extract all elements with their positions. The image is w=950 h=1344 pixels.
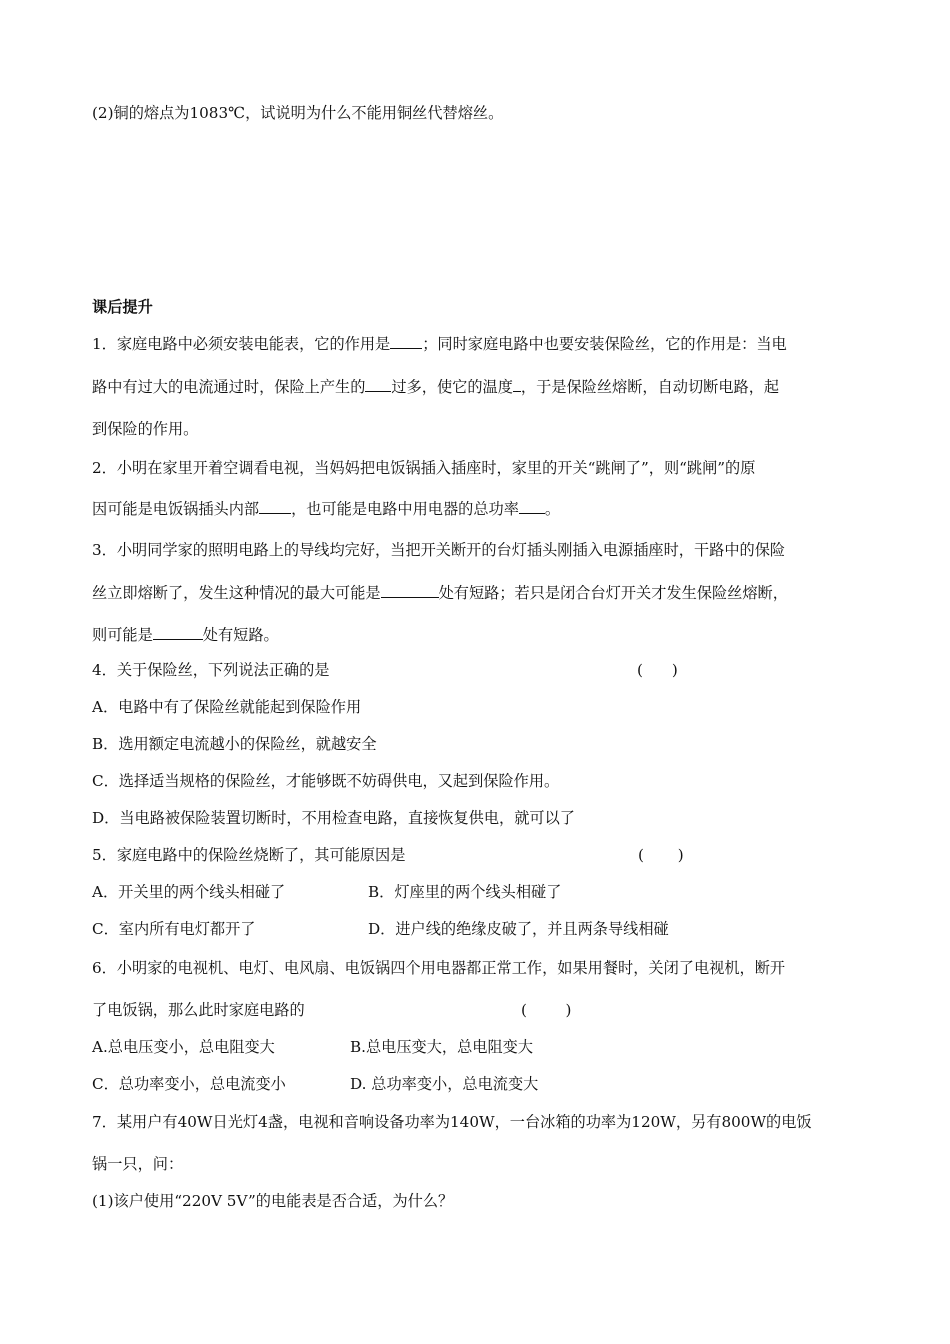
q1-text-a: 1．家庭电路中必须安装电能表，它的作用是 [92,335,391,353]
q3-blank-1 [381,582,439,598]
q3-line-3 [92,624,279,645]
q5-stem: 5．家庭电路中的保险丝烧断了，其可能原因是 [92,846,406,864]
q6-option-b: B.总电压变大，总电阻变大 [350,1038,534,1056]
q3-line-2 [92,582,788,603]
q1-text-e: ，于是保险丝熔断，自动切断电路，起 [520,378,780,396]
q6-line-2: 了电饭锅，那么此时家庭电路的 [92,1001,305,1019]
q1-line-1 [92,333,787,354]
q4-option-b: B．选用额定电流越小的保险丝，就越安全 [92,735,377,753]
q2-text-b: ，也可能是电路中用电器的总功率 [291,500,519,518]
q7-sub-question-1: (1)该户使用“220V 5V”的电能表是否合适，为什么？ [92,1192,454,1210]
q3-line-1: 3．小明同学家的照明电路上的导线均完好，当把开关断开的台灯插头刚插入电源插座时，干路中的保险 [92,541,786,559]
q3-text-b: 处有短路；若只是闭合台灯开关才发生保险丝熔断， [438,584,788,602]
q1-line-3: 到保险的作用。 [92,420,199,438]
q1-text-c: 路中有过大的电流通过时，保险上产生的 [92,378,366,396]
q1-blank-3 [513,376,521,392]
q5-option-a: A．开关里的两个线头相碰了 [92,883,286,901]
top-question-2: (2)铜的熔点为1083℃，试说明为什么不能用铜丝代替熔丝。 [92,104,504,122]
q2-blank-2 [519,498,545,514]
q3-text-c: 则可能是 [92,626,153,644]
q3-blank-2 [153,624,203,640]
q2-text-a: 因可能是电饭锅插头内部 [92,500,260,518]
section-title: 课后提升 [92,298,153,316]
q2-blank-1 [259,498,291,514]
q4-option-d: D．当电路被保险装置切断时，不用检查电路，直接恢复供电，就可以了 [92,809,575,827]
q2-line-2 [92,498,560,519]
q4-option-a: A．电路中有了保险丝就能起到保险作用 [92,698,362,716]
q6-option-a: A.总电压变小，总电阻变大 [92,1038,275,1056]
q5-option-c: C．室内所有电灯都开了 [92,920,256,938]
q7-line-1: 7．某用户有40W日光灯4盏，电视和音响设备功率为140W，一台冰箱的功率为120W，另有800W的电饭 [92,1113,812,1131]
q5-option-b: B．灯座里的两个线头相碰了 [368,883,562,901]
q1-text-b: ；同时家庭电路中也要安装保险丝，它的作用是：当电 [422,335,787,353]
q4-option-c: C．选择适当规格的保险丝，才能够既不妨碍供电，又起到保险作用。 [92,772,560,790]
q6-answer-paren: ( ) [521,1001,572,1019]
q6-option-d: D. 总功率变小，总电流变大 [350,1075,539,1093]
q5-answer-paren: ( ) [638,846,684,864]
q3-text-d: 处有短路。 [202,626,279,644]
q6-option-c: C．总功率变小，总电流变小 [92,1075,286,1093]
q4-stem: 4．关于保险丝，下列说法正确的是 [92,661,330,679]
q1-text-d: 过多，使它的温度 [391,378,513,396]
q7-line-2: 锅一只，问： [92,1155,184,1173]
q2-text-c: 。 [544,500,561,518]
q1-blank-1 [390,333,422,349]
q5-option-d: D．进户线的绝缘皮破了，并且两条导线相碰 [368,920,669,938]
q6-line-1: 6．小明家的电视机、电灯、电风扇、电饭锅四个用电器都正常工作，如果用餐时，关闭了电视机，断开 [92,959,786,977]
q3-text-a: 丝立即熔断了，发生这种情况的最大可能是 [92,584,381,602]
q2-line-1: 2．小明在家里开着空调看电视，当妈妈把电饭锅插入插座时，家里的开关“跳闸了”，则“跳闸”的原 [92,459,756,477]
q4-answer-paren: ( ) [637,661,678,679]
q1-line-2 [92,376,779,397]
q1-blank-2 [365,376,391,392]
